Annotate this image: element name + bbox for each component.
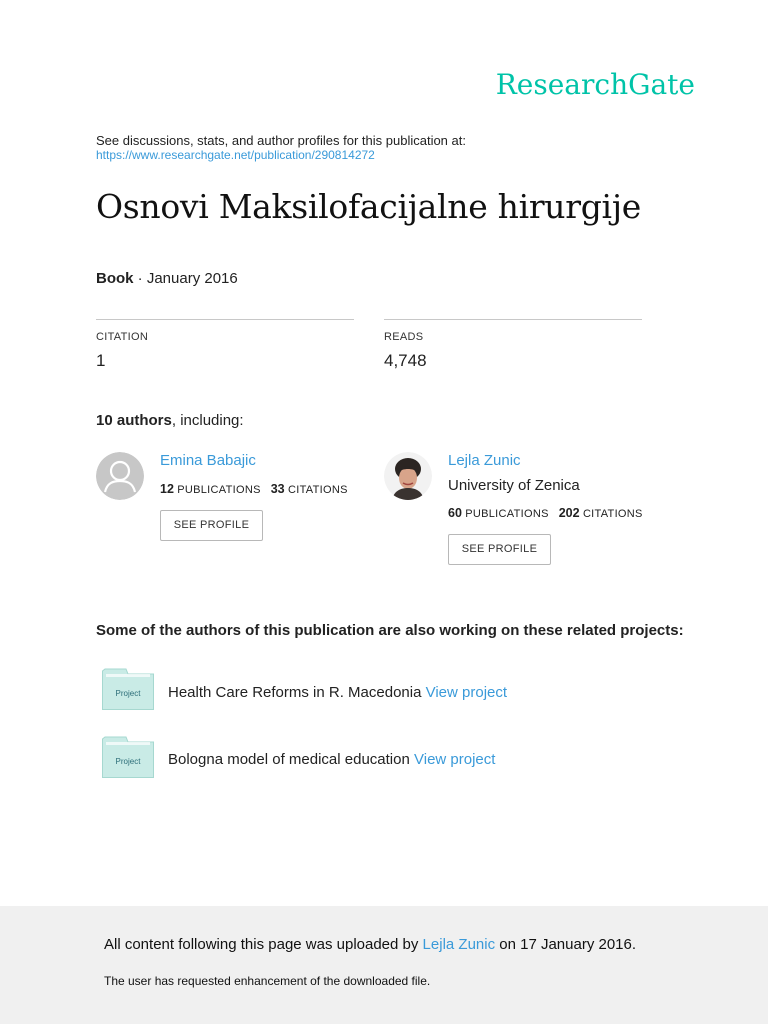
citation-label: CITATION bbox=[96, 331, 149, 343]
project-icon-label: Project bbox=[115, 757, 141, 766]
reads-count: 4,748 bbox=[384, 351, 427, 370]
uploader-link[interactable]: Lejla Zunic bbox=[422, 936, 496, 953]
upload-prefix: All content following this page was uploaded by bbox=[104, 936, 423, 953]
authors-count: 10 authors bbox=[96, 412, 172, 429]
publication-type: Book bbox=[96, 270, 134, 287]
project-item bbox=[168, 751, 495, 768]
citation-count: 1 bbox=[96, 351, 106, 370]
author-metrics bbox=[448, 506, 643, 520]
project-item bbox=[168, 684, 507, 701]
enhancement-note: The user has requested enhancement of the downloaded file. bbox=[104, 974, 431, 988]
publication-meta bbox=[96, 270, 238, 287]
upload-notice bbox=[104, 936, 636, 953]
related-projects-heading: Some of the authors of this publication are also working on these related projects: bbox=[96, 622, 684, 639]
citations-label: CITATIONS bbox=[582, 508, 643, 520]
publications-count: 12 bbox=[160, 482, 174, 496]
footer-panel bbox=[0, 906, 768, 1024]
authors-suffix: , including: bbox=[171, 412, 244, 429]
author-metrics bbox=[160, 482, 348, 496]
view-project-link[interactable]: View project bbox=[425, 684, 508, 701]
publications-label: PUBLICATIONS bbox=[177, 484, 261, 496]
authors-heading bbox=[96, 412, 244, 429]
researchgate-logo[interactable]: ResearchGate bbox=[495, 68, 695, 101]
upload-suffix: on 17 January 2016. bbox=[495, 936, 637, 953]
publication-title: Osnovi Maksilofacijalne hirurgije bbox=[96, 187, 641, 226]
author-affiliation: University of Zenica bbox=[448, 477, 580, 494]
project-folder-icon bbox=[102, 736, 154, 778]
project-name: Bologna model of medical education bbox=[168, 751, 414, 768]
author-name-link[interactable]: Emina Babajic bbox=[160, 452, 256, 469]
project-icon-label: Project bbox=[115, 689, 141, 698]
project-name: Health Care Reforms in R. Macedonia bbox=[168, 684, 426, 701]
see-profile-button[interactable]: SEE PROFILE bbox=[160, 510, 263, 541]
project-folder-icon bbox=[102, 668, 154, 710]
publication-url-link[interactable]: https://www.researchgate.net/publication/290814272 bbox=[96, 148, 375, 162]
publications-count: 60 bbox=[448, 506, 462, 520]
view-project-link[interactable]: View project bbox=[414, 751, 496, 768]
publication-date: · January 2016 bbox=[133, 270, 238, 287]
reads-divider bbox=[384, 319, 642, 320]
publications-label: PUBLICATIONS bbox=[465, 508, 549, 520]
author-avatar-default-icon[interactable] bbox=[96, 452, 144, 500]
intro-block bbox=[96, 133, 466, 163]
citation-divider bbox=[96, 319, 354, 320]
author-name-link[interactable]: Lejla Zunic bbox=[448, 452, 521, 469]
intro-text: See discussions, stats, and author profiles for this publication at: bbox=[96, 133, 466, 148]
citations-count: 202 bbox=[558, 506, 580, 520]
see-profile-button[interactable]: SEE PROFILE bbox=[448, 534, 551, 565]
reads-label: READS bbox=[384, 331, 424, 343]
citations-count: 33 bbox=[270, 482, 285, 496]
author-avatar-photo[interactable] bbox=[384, 452, 432, 500]
citations-label: CITATIONS bbox=[287, 484, 348, 496]
